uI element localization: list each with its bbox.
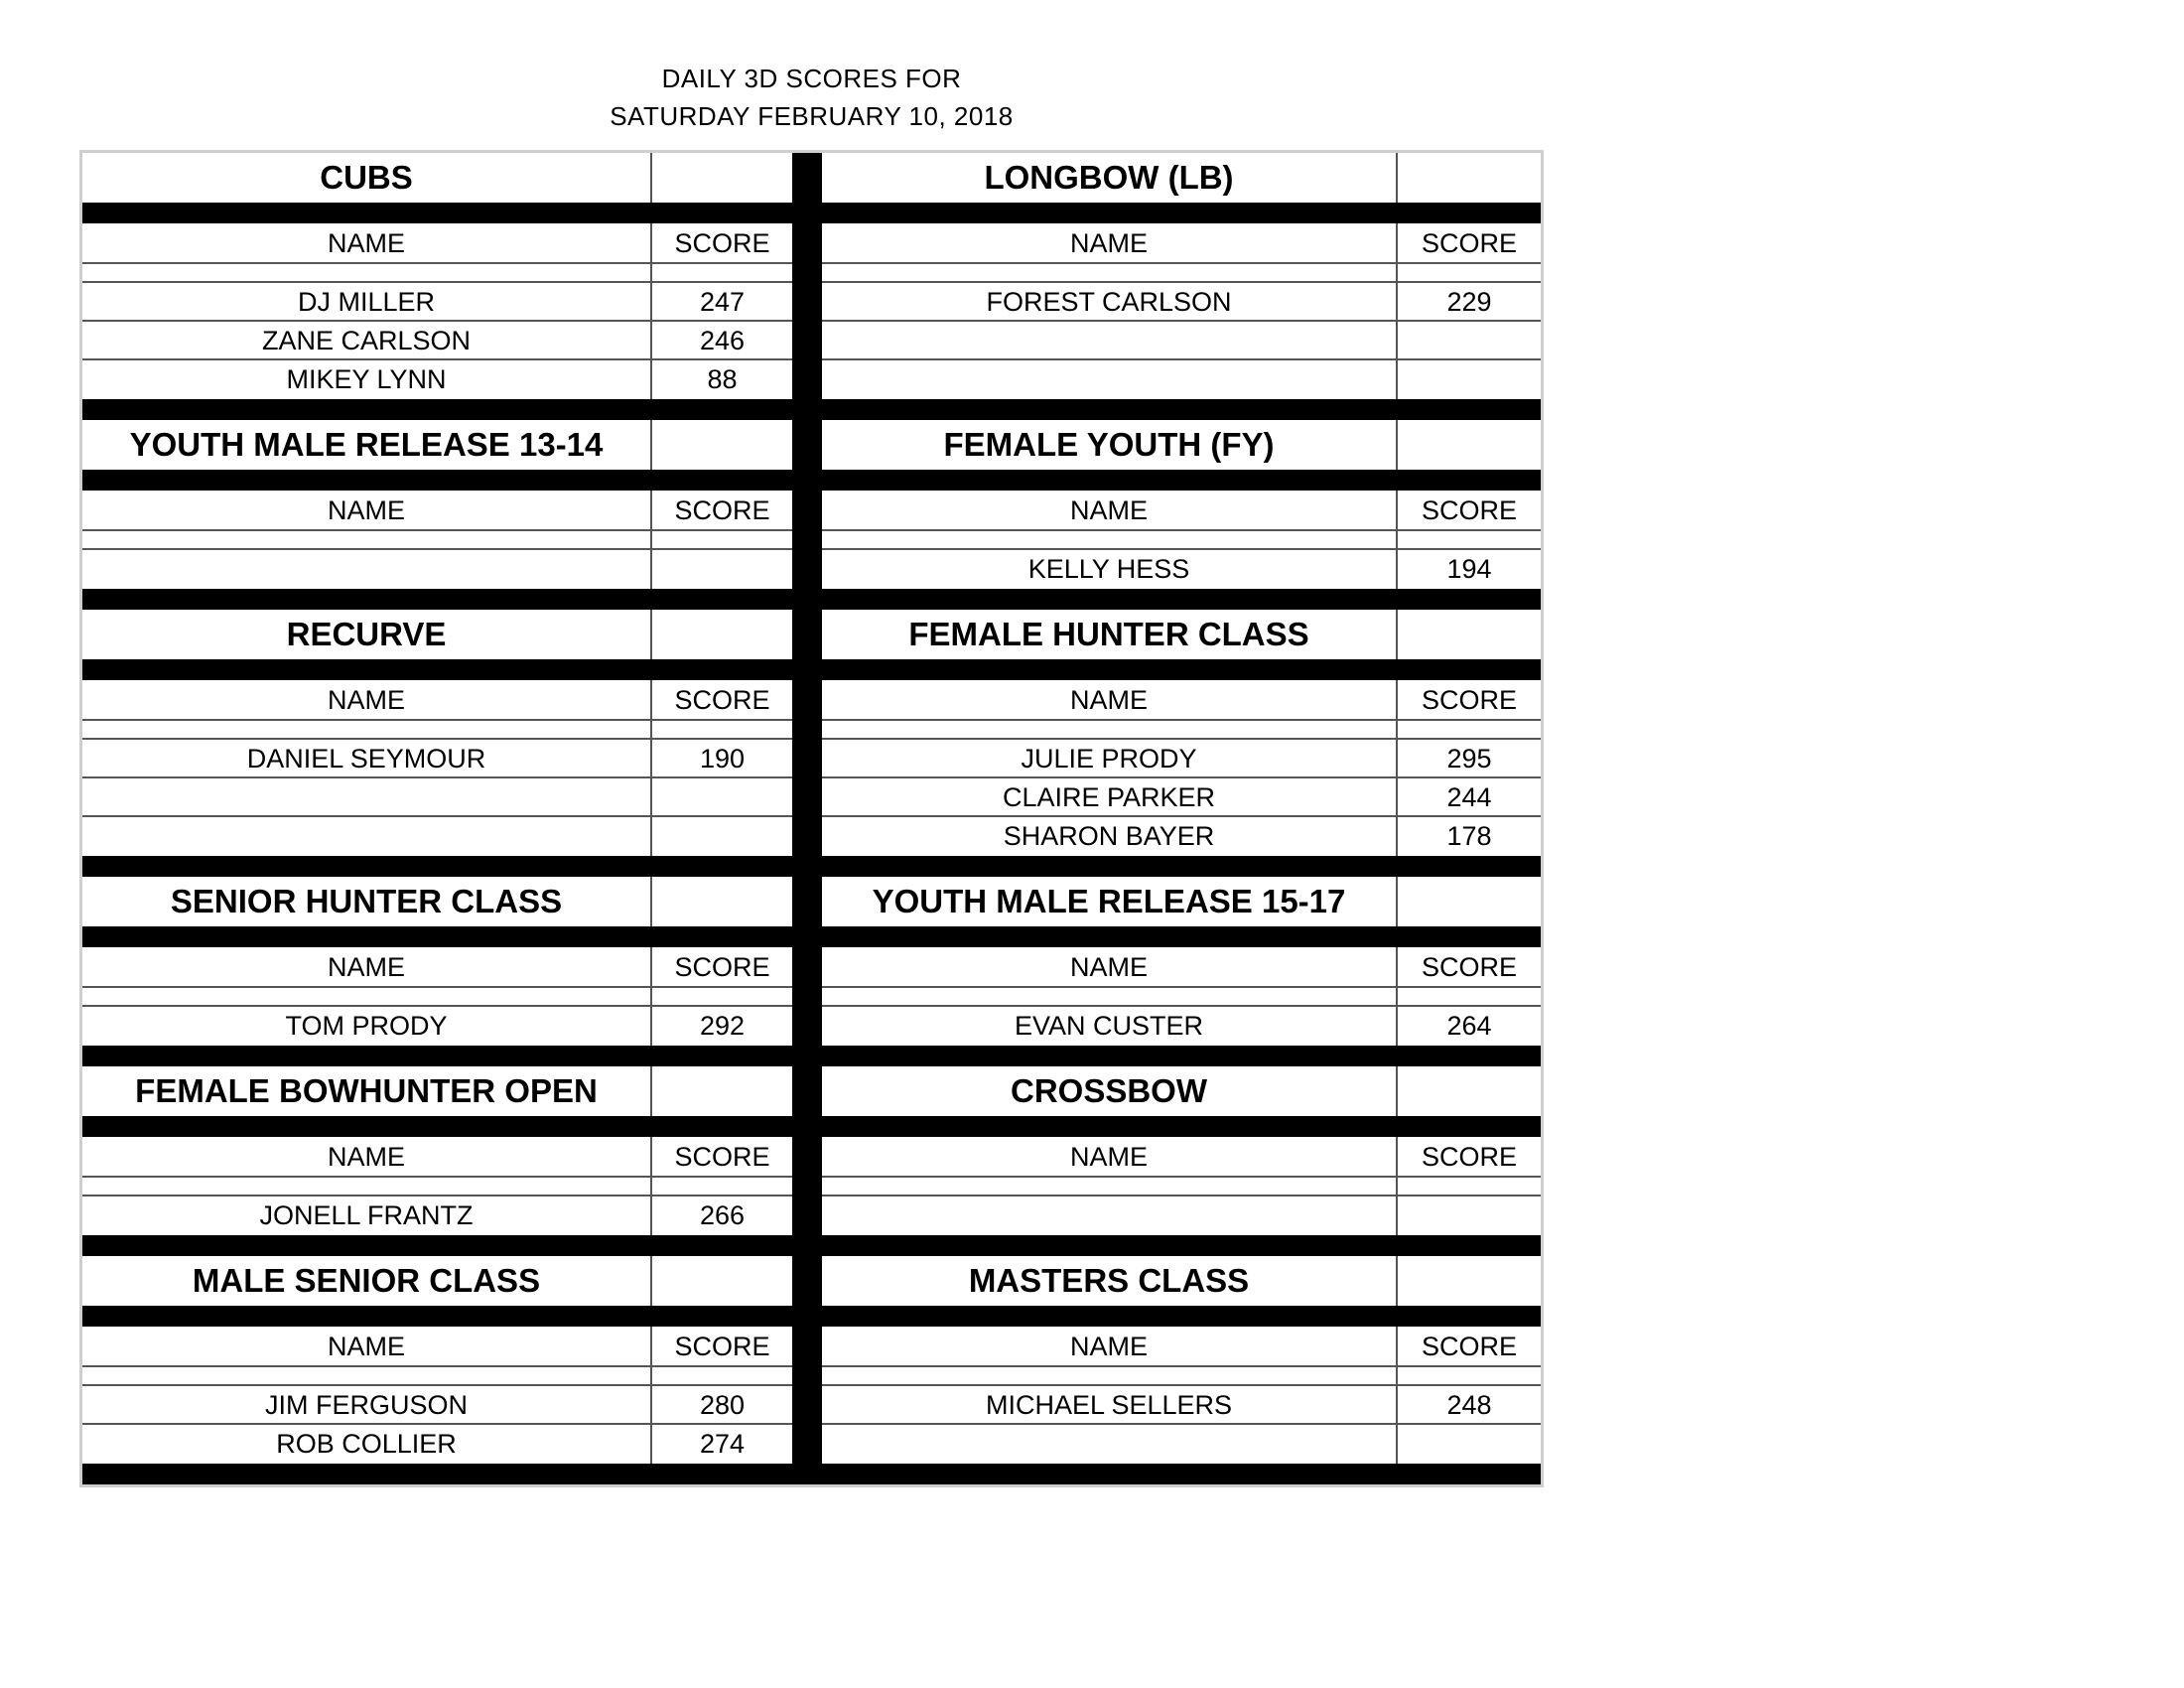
archer-score: [652, 550, 792, 589]
division-title-blank-cell: [1398, 420, 1541, 470]
archer-name: MIKEY LYNN: [82, 360, 652, 399]
division-title-blank-cell: [652, 1066, 792, 1116]
division-title-row: [822, 1066, 1541, 1116]
archer-name: [82, 550, 652, 589]
division-title: FEMALE YOUTH (FY): [822, 420, 1398, 470]
table-row: [82, 817, 792, 856]
archer-score: [1398, 1425, 1541, 1464]
division-title-blank-cell: [652, 877, 792, 926]
score-column-header: SCORE: [674, 495, 770, 525]
name-column-header: NAME: [822, 223, 1398, 262]
name-column-header: NAME: [82, 1137, 652, 1176]
division-title: YOUTH MALE RELEASE 13-14: [82, 420, 652, 470]
table-row: [822, 1196, 1541, 1235]
section-divider-bar: [822, 203, 1541, 223]
table-row: [82, 1196, 792, 1235]
division-band: [82, 420, 1541, 589]
archer-score: 292: [699, 1011, 746, 1041]
score-column-header: SCORE: [1421, 685, 1518, 715]
division-title-blank-cell: [652, 610, 792, 659]
section-divider-bar: [822, 1116, 1541, 1137]
division-title: SENIOR HUNTER CLASS: [82, 877, 652, 926]
division-title-blank-cell: [1398, 153, 1541, 203]
column-header-row: [82, 680, 792, 721]
table-row: [82, 1007, 792, 1046]
name-column-header: NAME: [822, 1327, 1398, 1365]
spacer-row: [82, 531, 792, 550]
division-section: [822, 1256, 1541, 1464]
archer-name: [822, 1425, 1398, 1464]
center-divider: [792, 420, 822, 589]
section-divider-bar: [82, 926, 792, 947]
section-divider-bar: [822, 659, 1541, 680]
spacer-cell: [822, 988, 1398, 1005]
division-title: FEMALE BOWHUNTER OPEN: [82, 1066, 652, 1116]
division-section: [822, 1066, 1541, 1235]
division-title-row: [822, 877, 1541, 926]
archer-name: JIM FERGUSON: [82, 1386, 652, 1423]
division-title: YOUTH MALE RELEASE 15-17: [822, 877, 1398, 926]
division-title-blank-cell: [652, 420, 792, 470]
table-row: [822, 1007, 1541, 1046]
division-title-blank-cell: [652, 1256, 792, 1306]
archer-name: ROB COLLIER: [82, 1425, 652, 1464]
name-column-header: NAME: [822, 491, 1398, 529]
title-line-1: DAILY 3D SCORES FOR: [661, 64, 962, 93]
section-divider-bar: [822, 926, 1541, 947]
table-row: [822, 1386, 1541, 1425]
spacer-cell: [82, 1178, 652, 1195]
division-band: [82, 153, 1541, 399]
spacer-row: [822, 1367, 1541, 1386]
division-section: [822, 610, 1541, 856]
division-title-row: [822, 610, 1541, 659]
table-row: [822, 1425, 1541, 1464]
score-column-header: SCORE: [674, 685, 770, 715]
division-title-row: [822, 1256, 1541, 1306]
score-column-header: SCORE: [674, 952, 770, 982]
archer-score: [1398, 1196, 1541, 1235]
spacer-cell: [822, 1178, 1398, 1195]
division-band: [82, 1256, 1541, 1464]
spacer-row: [822, 721, 1541, 740]
score-column-header: SCORE: [1421, 495, 1518, 525]
page-title: [79, 60, 1544, 135]
table-row: [82, 550, 792, 589]
band-separator-bar: [82, 1235, 1541, 1256]
score-column-header: SCORE: [1421, 952, 1518, 982]
spacer-row: [822, 988, 1541, 1007]
score-column-header: SCORE: [674, 228, 770, 258]
name-column-header: NAME: [82, 491, 652, 529]
section-divider-bar: [82, 470, 792, 491]
table-row: [82, 1386, 792, 1425]
section-divider-bar: [822, 1306, 1541, 1327]
archer-score: [1398, 322, 1541, 358]
column-header-row: [82, 1327, 792, 1367]
archer-score: 266: [699, 1200, 746, 1230]
score-column-header: SCORE: [674, 1332, 770, 1361]
spacer-cell: [1398, 1178, 1541, 1195]
column-header-row: [822, 947, 1541, 988]
division-section: [822, 877, 1541, 1046]
division-section: [82, 153, 792, 399]
spacer-cell: [652, 531, 792, 548]
spacer-cell: [652, 264, 792, 281]
archer-name: [82, 778, 652, 815]
division-title: FEMALE HUNTER CLASS: [822, 610, 1398, 659]
section-divider-bar: [82, 659, 792, 680]
table-row: [822, 360, 1541, 399]
band-separator-bar: [82, 399, 1541, 420]
division-title-row: [82, 1256, 792, 1306]
archer-name: EVAN CUSTER: [822, 1007, 1398, 1046]
table-row: [822, 283, 1541, 322]
spacer-row: [82, 1367, 792, 1386]
archer-name: JONELL FRANTZ: [82, 1196, 652, 1235]
table-row: [822, 322, 1541, 360]
archer-score: 295: [1446, 744, 1492, 774]
division-section: [82, 610, 792, 856]
spacer-row: [822, 264, 1541, 283]
column-header-row: [822, 1327, 1541, 1367]
division-title-blank-cell: [1398, 610, 1541, 659]
archer-score: 264: [1446, 1011, 1492, 1041]
division-title-row: [82, 1066, 792, 1116]
spacer-cell: [1398, 531, 1541, 548]
table-row: [82, 778, 792, 817]
division-title-blank-cell: [1398, 877, 1541, 926]
spacer-cell: [1398, 264, 1541, 281]
column-header-row: [822, 680, 1541, 721]
division-title: MASTERS CLASS: [822, 1256, 1398, 1306]
archer-score: 190: [699, 744, 746, 774]
division-title: CROSSBOW: [822, 1066, 1398, 1116]
score-column-header: SCORE: [674, 1142, 770, 1172]
spacer-row: [82, 988, 792, 1007]
archer-score: 194: [1446, 554, 1492, 584]
archer-score: 178: [1446, 821, 1492, 851]
title-line-2: SATURDAY FEBRUARY 10, 2018: [610, 101, 1014, 131]
archer-score: 274: [699, 1429, 746, 1459]
archer-name: FOREST CARLSON: [822, 283, 1398, 320]
center-divider: [792, 610, 822, 856]
archer-score: 248: [1446, 1390, 1492, 1420]
spacer-row: [82, 1178, 792, 1196]
name-column-header: NAME: [822, 947, 1398, 986]
spacer-cell: [822, 264, 1398, 281]
division-section: [82, 1256, 792, 1464]
archer-name: CLAIRE PARKER: [822, 778, 1398, 815]
table-row: [822, 778, 1541, 817]
archer-name: [822, 360, 1398, 399]
table-row: [82, 1425, 792, 1464]
name-column-header: NAME: [822, 1137, 1398, 1176]
column-header-row: [822, 223, 1541, 264]
band-separator-bar: [82, 856, 1541, 877]
name-column-header: NAME: [82, 680, 652, 719]
division-title-row: [82, 877, 792, 926]
score-column-header: SCORE: [1421, 228, 1518, 258]
band-separator-bar: [82, 1046, 1541, 1066]
center-divider: [792, 877, 822, 1046]
division-title-row: [82, 420, 792, 470]
division-title: LONGBOW (LB): [822, 153, 1398, 203]
scores-board: [79, 150, 1544, 1487]
spacer-cell: [822, 1367, 1398, 1384]
center-divider: [792, 153, 822, 399]
division-band: [82, 1066, 1541, 1235]
division-title-row: [822, 153, 1541, 203]
archer-name: [822, 322, 1398, 358]
spacer-cell: [822, 721, 1398, 738]
archer-name: [82, 817, 652, 856]
spacer-cell: [1398, 988, 1541, 1005]
spacer-row: [822, 1178, 1541, 1196]
division-section: [822, 153, 1541, 399]
spacer-cell: [82, 264, 652, 281]
section-divider-bar: [822, 470, 1541, 491]
spacer-row: [822, 531, 1541, 550]
column-header-row: [82, 1137, 792, 1178]
center-divider: [792, 1066, 822, 1235]
division-title: MALE SENIOR CLASS: [82, 1256, 652, 1306]
division-band: [82, 877, 1541, 1046]
division-title-blank-cell: [1398, 1256, 1541, 1306]
spacer-cell: [652, 721, 792, 738]
table-row: [82, 360, 792, 399]
archer-name: SHARON BAYER: [822, 817, 1398, 856]
division-band: [82, 610, 1541, 856]
column-header-row: [822, 491, 1541, 531]
spacer-cell: [652, 1178, 792, 1195]
center-divider: [792, 1256, 822, 1464]
division-title-blank-cell: [1398, 1066, 1541, 1116]
archer-score: 280: [699, 1390, 746, 1420]
band-separator-bar: [82, 589, 1541, 610]
archer-name: JULIE PRODY: [822, 740, 1398, 776]
table-row: [822, 740, 1541, 778]
archer-name: MICHAEL SELLERS: [822, 1386, 1398, 1423]
division-section: [822, 420, 1541, 589]
section-divider-bar: [82, 1306, 792, 1327]
section-divider-bar: [82, 203, 792, 223]
spacer-cell: [82, 721, 652, 738]
division-section: [82, 420, 792, 589]
archer-score: 229: [1446, 287, 1492, 317]
archer-score: 247: [699, 287, 746, 317]
score-column-header: SCORE: [1421, 1332, 1518, 1361]
spacer-cell: [652, 988, 792, 1005]
spacer-row: [82, 264, 792, 283]
score-column-header: SCORE: [1421, 1142, 1518, 1172]
column-header-row: [822, 1137, 1541, 1178]
division-title-row: [82, 610, 792, 659]
archer-name: ZANE CARLSON: [82, 322, 652, 358]
spacer-cell: [1398, 1367, 1541, 1384]
division-title-blank-cell: [652, 153, 792, 203]
table-row: [822, 817, 1541, 856]
archer-score: 88: [707, 364, 738, 394]
archer-score: [652, 778, 792, 815]
name-column-header: NAME: [822, 680, 1398, 719]
table-row: [82, 740, 792, 778]
archer-score: [1398, 360, 1541, 399]
column-header-row: [82, 491, 792, 531]
archer-name: [822, 1196, 1398, 1235]
division-title-row: [82, 153, 792, 203]
spacer-cell: [822, 531, 1398, 548]
band-separator-bar: [82, 1464, 1541, 1484]
archer-name: TOM PRODY: [82, 1007, 652, 1046]
archer-score: 244: [1446, 782, 1492, 812]
spacer-cell: [82, 1367, 652, 1384]
spacer-row: [82, 721, 792, 740]
archer-score: [652, 817, 792, 856]
spacer-cell: [82, 988, 652, 1005]
spacer-cell: [1398, 721, 1541, 738]
name-column-header: NAME: [82, 947, 652, 986]
table-row: [822, 550, 1541, 589]
name-column-header: NAME: [82, 1327, 652, 1365]
division-section: [82, 877, 792, 1046]
section-divider-bar: [82, 1116, 792, 1137]
column-header-row: [82, 223, 792, 264]
column-header-row: [82, 947, 792, 988]
archer-name: KELLY HESS: [822, 550, 1398, 589]
spacer-cell: [652, 1367, 792, 1384]
table-row: [82, 283, 792, 322]
archer-score: 246: [699, 326, 746, 355]
name-column-header: NAME: [82, 223, 652, 262]
spacer-cell: [82, 531, 652, 548]
division-title: CUBS: [82, 153, 652, 203]
division-title-row: [822, 420, 1541, 470]
archer-name: DJ MILLER: [82, 283, 652, 320]
table-row: [82, 322, 792, 360]
division-title: RECURVE: [82, 610, 652, 659]
archer-name: DANIEL SEYMOUR: [82, 740, 652, 776]
division-section: [82, 1066, 792, 1235]
